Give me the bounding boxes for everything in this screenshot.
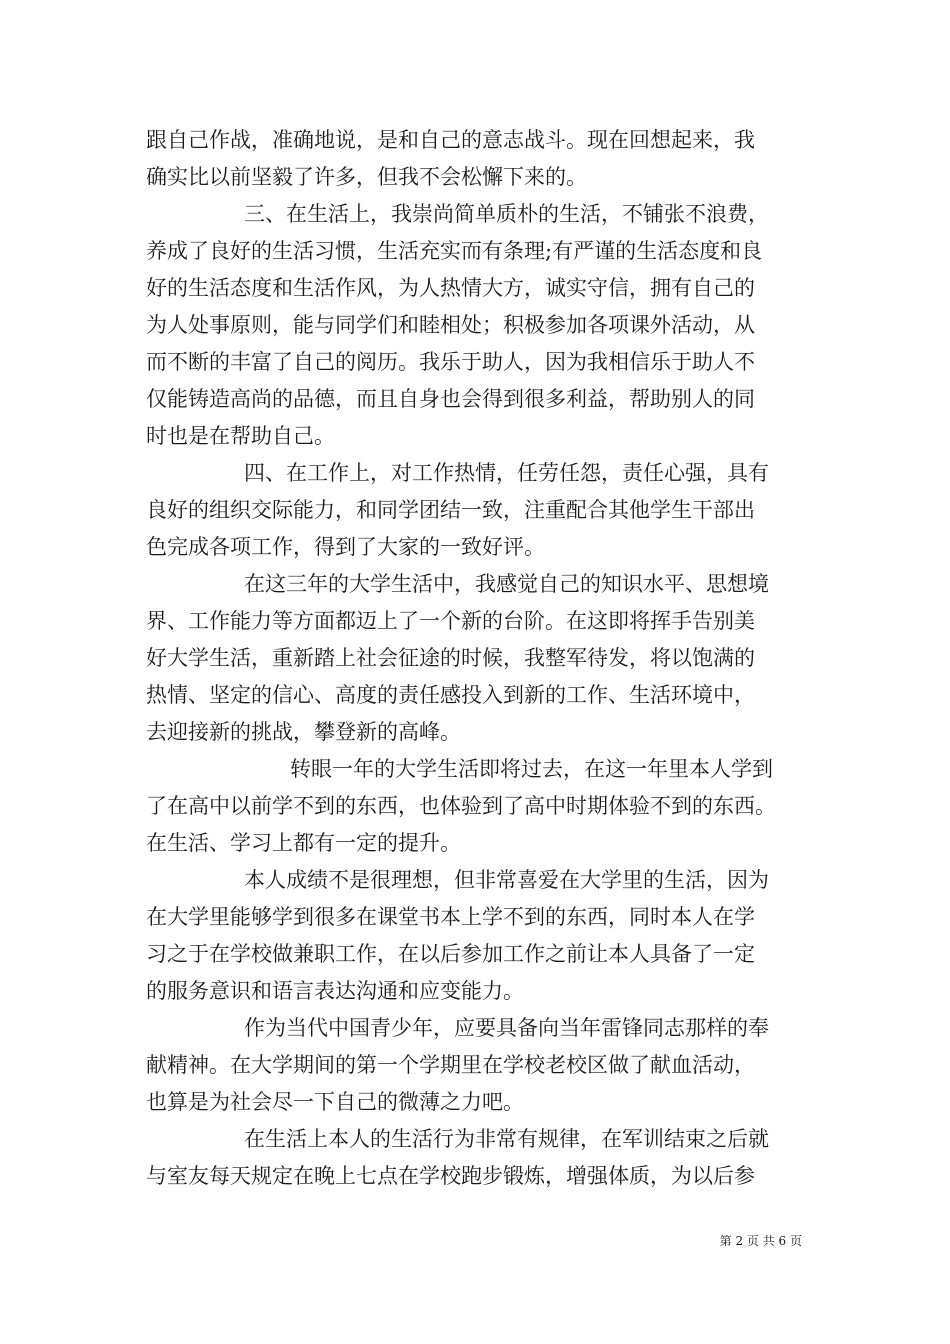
text-line: 仅能铸造高尚的品德，而且自身也会得到很多利益，帮助别人的同 [146,387,755,411]
text-line: 了在高中以前学不到的东西，也体验到了高中时期体验不到的东西。 [146,794,776,818]
text-line: 也算是为社会尽一下自己的微薄之力吧。 [146,1090,524,1114]
text-line: 界、工作能力等方面都迈上了一个新的台阶。在这即将挥手告别美 [146,609,755,633]
text-line: 三、在生活上，我崇尚简单质朴的生活，不铺张不浪费， [244,202,769,226]
text-line: 热情、坚定的信心、高度的责任感投入到新的工作、生活环境中， [146,683,755,707]
text-line: 作为当代中国青少年，应要具备向当年雷锋同志那样的奉 [244,1016,769,1040]
text-line: 献精神。在大学期间的第一个学期里在学校老校区做了献血活动， [146,1053,755,1077]
text-line: 色完成各项工作，得到了大家的一致好评。 [146,535,545,559]
text-line: 本人成绩不是很理想，但非常喜爱在大学里的生活，因为 [244,868,769,892]
text-line: 在生活上本人的生活行为非常有规律，在军训结束之后就 [244,1127,769,1151]
text-line: 良好的组织交际能力，和同学团结一致，注重配合其他学生干部出 [146,498,755,522]
text-line: 在大学里能够学到很多在课堂书本上学不到的东西，同时本人在学 [146,905,755,929]
text-line: 而不断的丰富了自己的阅历。我乐于助人，因为我相信乐于助人不 [146,350,755,374]
text-line: 为人处事原则，能与同学们和睦相处；积极参加各项课外活动，从 [146,313,755,337]
text-line: 好的生活态度和生活作风，为人热情大方，诚实守信，拥有自己的 [146,276,755,300]
text-line: 确实比以前坚毅了许多，但我不会松懈下来的。 [146,165,587,189]
text-line: 时也是在帮助自己。 [146,424,335,448]
page-number-footer: 第 2 页 共 6 页 [719,1234,802,1248]
text-line: 养成了良好的生活习惯，生活充实而有条理;有严谨的生活态度和良 [146,239,763,263]
text-line: 四、在工作上，对工作热情，任劳任怨，责任心强，具有 [244,461,769,485]
text-line: 与室友每天规定在晚上七点在学校跑步锻炼，增强体质，为以后参 [146,1164,755,1188]
text-line: 好大学生活，重新踏上社会征途的时候，我整军待发，将以饱满的 [146,646,755,670]
text-line: 去迎接新的挑战，攀登新的高峰。 [146,720,461,744]
text-line: 在生活、学习上都有一定的提升。 [146,831,461,855]
text-line: 跟自己作战，准确地说，是和自己的意志战斗。现在回想起来，我 [146,128,755,152]
text-line: 在这三年的大学生活中，我感觉自己的知识水平、思想境 [244,572,769,596]
text-line: 转眼一年的大学生活即将过去，在这一年里本人学到 [290,757,773,781]
text-line: 习之于在学校做兼职工作，在以后参加工作之前让本人具备了一定 [146,942,755,966]
text-line: 的服务意识和语言表达沟通和应变能力。 [146,979,524,1003]
